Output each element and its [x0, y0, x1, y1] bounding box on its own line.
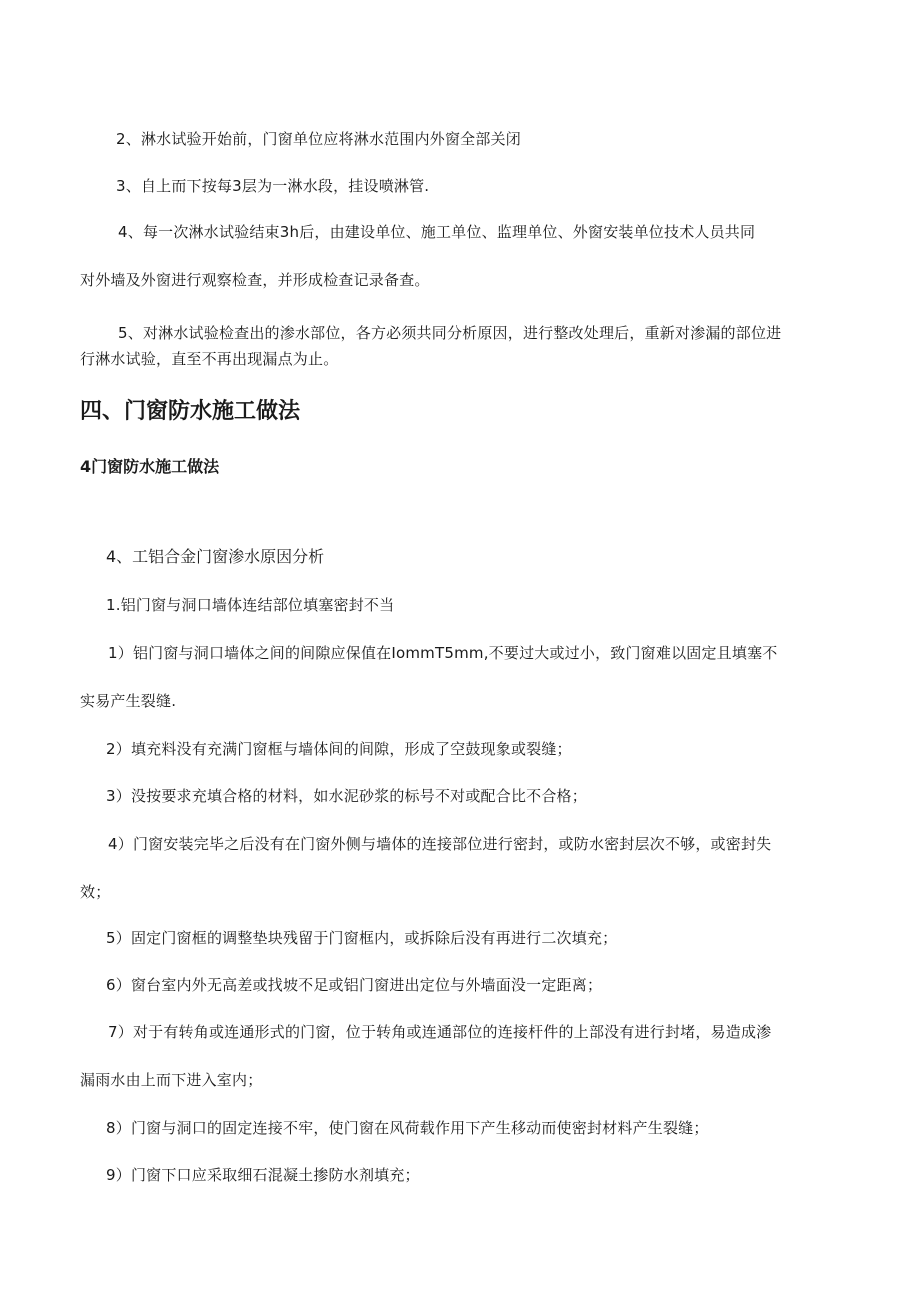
item-7-line-2: 漏雨水由上而下进入室内； — [80, 1071, 263, 1089]
item-1-line-1: 1）铝门窗与洞口墙体之间的间隙应保值在IommT5mm,不要过大或过小，致门窗难以固定且填塞不 — [108, 644, 778, 662]
paragraph-4-line-2: 对外墙及外窗进行观察检查，并形成检查记录备查。 — [80, 271, 430, 289]
item-4-line-1: 4）门窗安装完毕之后没有在门窗外侧与墙体的连接部位进行密封，或防水密封层次不够，或密封失 — [108, 835, 772, 853]
item-4-line-2: 效； — [80, 883, 111, 901]
item-5: 5）固定门窗框的调整垫块残留于门窗框内，或拆除后没有再进行二次填充； — [106, 929, 618, 947]
item-8: 8）门窗与洞口的固定连接不牢，使门窗在风荷载作用下产生移动而使密封材料产生裂缝； — [106, 1119, 709, 1137]
analysis-title: 4、工铝合金门窗渗水原因分析 — [106, 547, 325, 566]
subsection-title: 4门窗防水施工做法 — [80, 457, 220, 476]
item-3: 3）没按要求充填合格的材料，如水泥砂浆的标号不对或配合比不合格； — [106, 787, 587, 805]
paragraph-5-line-1: 5、对淋水试验检查出的渗水部位，各方必须共同分析原因，进行整改处理后，重新对渗漏的部位进 — [118, 324, 782, 342]
paragraph-4-line-1: 4、每一次淋水试验结束3h后，由建设单位、施工单位、监理单位、外窗安装单位技术人员共同 — [118, 223, 756, 241]
paragraph-2: 2、淋水试验开始前，门窗单位应将淋水范围内外窗全部关闭 — [116, 130, 521, 148]
item-9: 9）门窗下口应采取细石混凝土掺防水剂填充； — [106, 1166, 420, 1184]
item-2: 2）填充料没有充满门窗框与墙体间的间隙，形成了空鼓现象或裂缝； — [106, 740, 572, 758]
item-7-line-1: 7）对于有转角或连通形式的门窗，位于转角或连通部位的连接杆件的上部没有进行封堵，易造成渗 — [108, 1023, 772, 1041]
paragraph-5-line-2: 行淋水试验，直至不再出现漏点为止。 — [80, 350, 339, 368]
cause-title: 1.铝门窗与洞口墙体连结部位填塞密封不当 — [106, 596, 395, 614]
item-6: 6）窗台室内外无高差或找坡不足或铝门窗进出定位与外墙面没一定距离； — [106, 976, 603, 994]
item-1-line-2: 实易产生裂缝. — [80, 692, 177, 710]
paragraph-3: 3、自上而下按每3层为一淋水段，挂设喷淋管. — [116, 177, 430, 195]
section-title: 四、门窗防水施工做法 — [80, 399, 301, 424]
